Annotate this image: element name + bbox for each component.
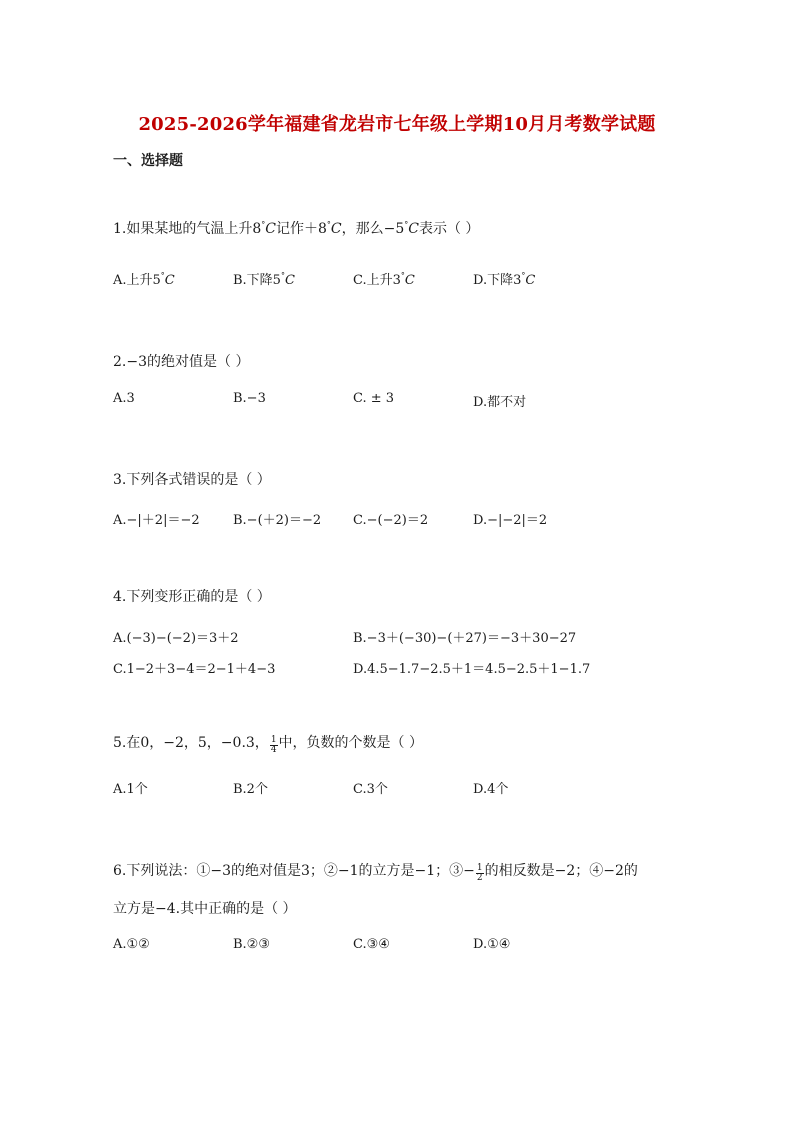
degree-sign: °	[404, 220, 409, 229]
q4-option-a[interactable]: A.(−3)−(−2)＝3＋2	[113, 631, 239, 646]
q6-option-a[interactable]: A.①②	[113, 937, 150, 952]
q2-option-a[interactable]: A.3	[113, 391, 135, 406]
fraction-one-quarter: $\frac{1}{4}$	[270, 735, 277, 755]
q1-text-3: ，那么−5	[341, 221, 405, 237]
q4-option-c[interactable]: C.1−2＋3−4＝2−1＋4−3	[113, 662, 276, 677]
q1-option-a[interactable]: A.上升5°C	[113, 271, 175, 288]
q5-option-a[interactable]: A.1个	[113, 782, 148, 797]
question-2-stem: 2.−3的绝对值是（ ）	[113, 354, 250, 370]
question-3-stem: 3.下列各式错误的是（ ）	[113, 472, 271, 488]
q6-text-2: 的相反数是−2；④−2的	[484, 863, 638, 879]
question-6-stem-line-1	[113, 860, 638, 883]
q5-text-2: 中，负数的个数是（ ）	[278, 735, 423, 751]
question-4-stem: 4.下列变形正确的是（ ）	[113, 589, 271, 605]
q1-text-4: 表示（ ）	[418, 221, 480, 237]
q1-option-d[interactable]: D.下降3°C	[473, 271, 536, 288]
q3-option-c[interactable]: C.−(−2)＝2	[353, 513, 429, 528]
q5-text-1: 5.在0，−2，5，−0.3，	[113, 735, 269, 751]
q3-option-b[interactable]: B.−(＋2)＝−2	[233, 513, 322, 528]
q1-unit-1: C	[265, 221, 276, 237]
q6-option-b[interactable]: B.②③	[233, 937, 270, 952]
q2-option-c[interactable]: C. ± 3	[353, 391, 395, 406]
page-title: 2025-2026学年福建省龙岩市七年级上学期10月月考数学试题	[138, 114, 656, 135]
q5-option-c[interactable]: C.3个	[353, 782, 388, 797]
q1-option-b[interactable]: B.下降5°C	[233, 271, 295, 288]
question-5-stem	[113, 732, 423, 755]
degree-sign: °	[261, 220, 266, 229]
q2-option-d[interactable]: D.都不对	[473, 395, 527, 410]
degree-sign: °	[326, 220, 331, 229]
q1-text-1: 1.如果某地的气温上升8	[113, 221, 262, 237]
q5-option-d[interactable]: D.4个	[473, 782, 509, 797]
q2-option-b[interactable]: B.−3	[233, 391, 266, 406]
fraction-one-half: $\frac{1}{2}$	[476, 863, 483, 883]
q1-unit-3: C	[408, 221, 419, 237]
q6-option-c[interactable]: C.③④	[353, 937, 390, 952]
q6-option-d[interactable]: D.①④	[473, 937, 511, 952]
section-heading: 一、选择题	[113, 153, 183, 169]
q4-option-b[interactable]: B.−3＋(−30)−(＋27)＝−3＋30−27	[353, 631, 577, 646]
q1-text-2: 记作＋8	[275, 221, 327, 237]
question-1-stem	[113, 218, 479, 238]
q1-unit-2: C	[330, 221, 342, 237]
q6-text-1: 6.下列说法：①−3的绝对值是3；②−1的立方是−1；③−	[113, 863, 475, 879]
question-6-stem-line-2: 立方是−4.其中正确的是（ ）	[113, 901, 297, 917]
q3-option-d[interactable]: D.−|−2|＝2	[473, 513, 548, 528]
q5-option-b[interactable]: B.2个	[233, 782, 268, 797]
q1-option-c[interactable]: C.上升3°C	[353, 271, 415, 288]
q3-option-a[interactable]: A.−|＋2|＝−2	[113, 513, 200, 528]
q4-option-d[interactable]: D.4.5−1.7−2.5＋1＝4.5−2.5＋1−1.7	[353, 662, 591, 677]
